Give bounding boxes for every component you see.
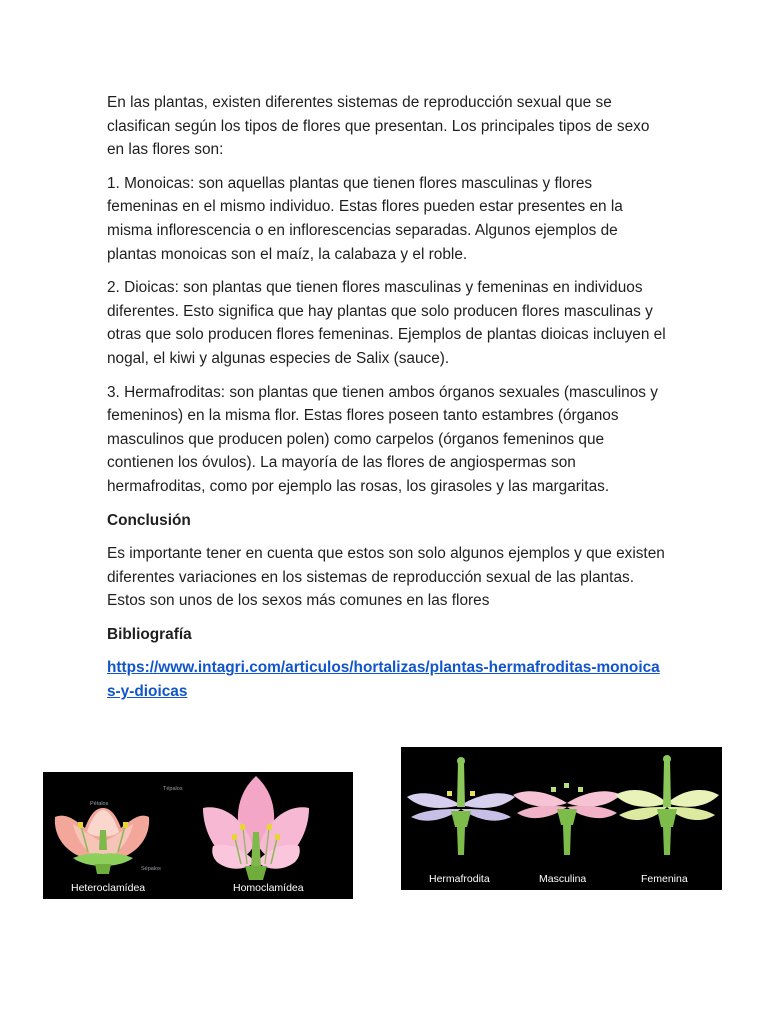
bibliography-entry xyxy=(107,656,667,703)
dioicas-paragraph: 2. Dioicas: son plantas que tienen flores masculinas y femeninas en individuos diferentes. Esto significa que hay plantas que solo producen flores masculinas y otras que solo producen flores femeninas. Ejemplos de plantas dioicas incluyen el nogal, el kiwi y algunas especies de Salix (sauce). xyxy=(107,279,666,367)
caption-masculina: Masculina xyxy=(539,873,587,885)
heteroclamidea-flower xyxy=(55,801,161,874)
label-tepalos: Tépalos xyxy=(163,786,183,792)
perianth-illustration xyxy=(43,772,353,899)
hermafrodita-flower xyxy=(407,757,515,885)
label-petalos: Pétalos xyxy=(90,801,109,807)
bibliography-link[interactable]: https://www.intagri.com/articulos/hortalizas/plantas-hermafroditas-monoicas-y-dioicas xyxy=(107,659,660,701)
conclusion-paragraph: Es importante tener en cuenta que estos son solo algunos ejemplos y que existen diferentes variaciones en los sistemas de reproducción sexual de las plantas. Estos son unos de los sexos más comunes en las flores xyxy=(107,545,665,610)
flower-sex-figure xyxy=(401,747,722,890)
hermafroditas-paragraph: 3. Hermafroditas: son plantas que tienen ambos órganos sexuales (masculinos y femeninos) en la misma flor. Estas flores poseen tanto estambres (órganos masculinos que producen polen) como carpelos (órganos femeninos que contienen los óvulos). La mayoría de las flores de angiospermas son hermafroditas, como por ejemplo las rosas, los girasoles y las margaritas. xyxy=(107,383,658,495)
homoclamidea-flower xyxy=(163,776,309,880)
monoicas-paragraph: 1. Monoicas: son aquellas plantas que tienen flores masculinas y flores femeninas en el mismo individuo. Estas flores pueden estar presentes en la misma inflorescencia o en inflorescencias separadas. Algunos ejemplos de plantas monoicas son el maíz, la calabaza y el roble. xyxy=(107,174,623,263)
caption-femenina: Femenina xyxy=(641,873,688,885)
caption-hermafrodita: Hermafrodita xyxy=(429,873,490,885)
intro-paragraph: En las plantas, existen diferentes sistemas de reproducción sexual que se clasifican según los tipos de flores que presentan. Los principales tipos de sexo en las flores son: xyxy=(107,94,650,159)
masculina-flower xyxy=(513,783,621,885)
document-body xyxy=(107,91,667,714)
caption-heteroclamidea: Heteroclamídea xyxy=(71,882,146,894)
bibliography-heading: Bibliografía xyxy=(107,625,192,643)
label-sepalos: Sépalos xyxy=(141,866,161,872)
conclusion-heading: Conclusión xyxy=(107,511,191,529)
caption-homoclamidea: Homoclamídea xyxy=(233,882,304,894)
femenina-flower xyxy=(615,755,719,885)
perianth-figure xyxy=(43,772,353,899)
flower-sex-illustration xyxy=(401,747,722,890)
